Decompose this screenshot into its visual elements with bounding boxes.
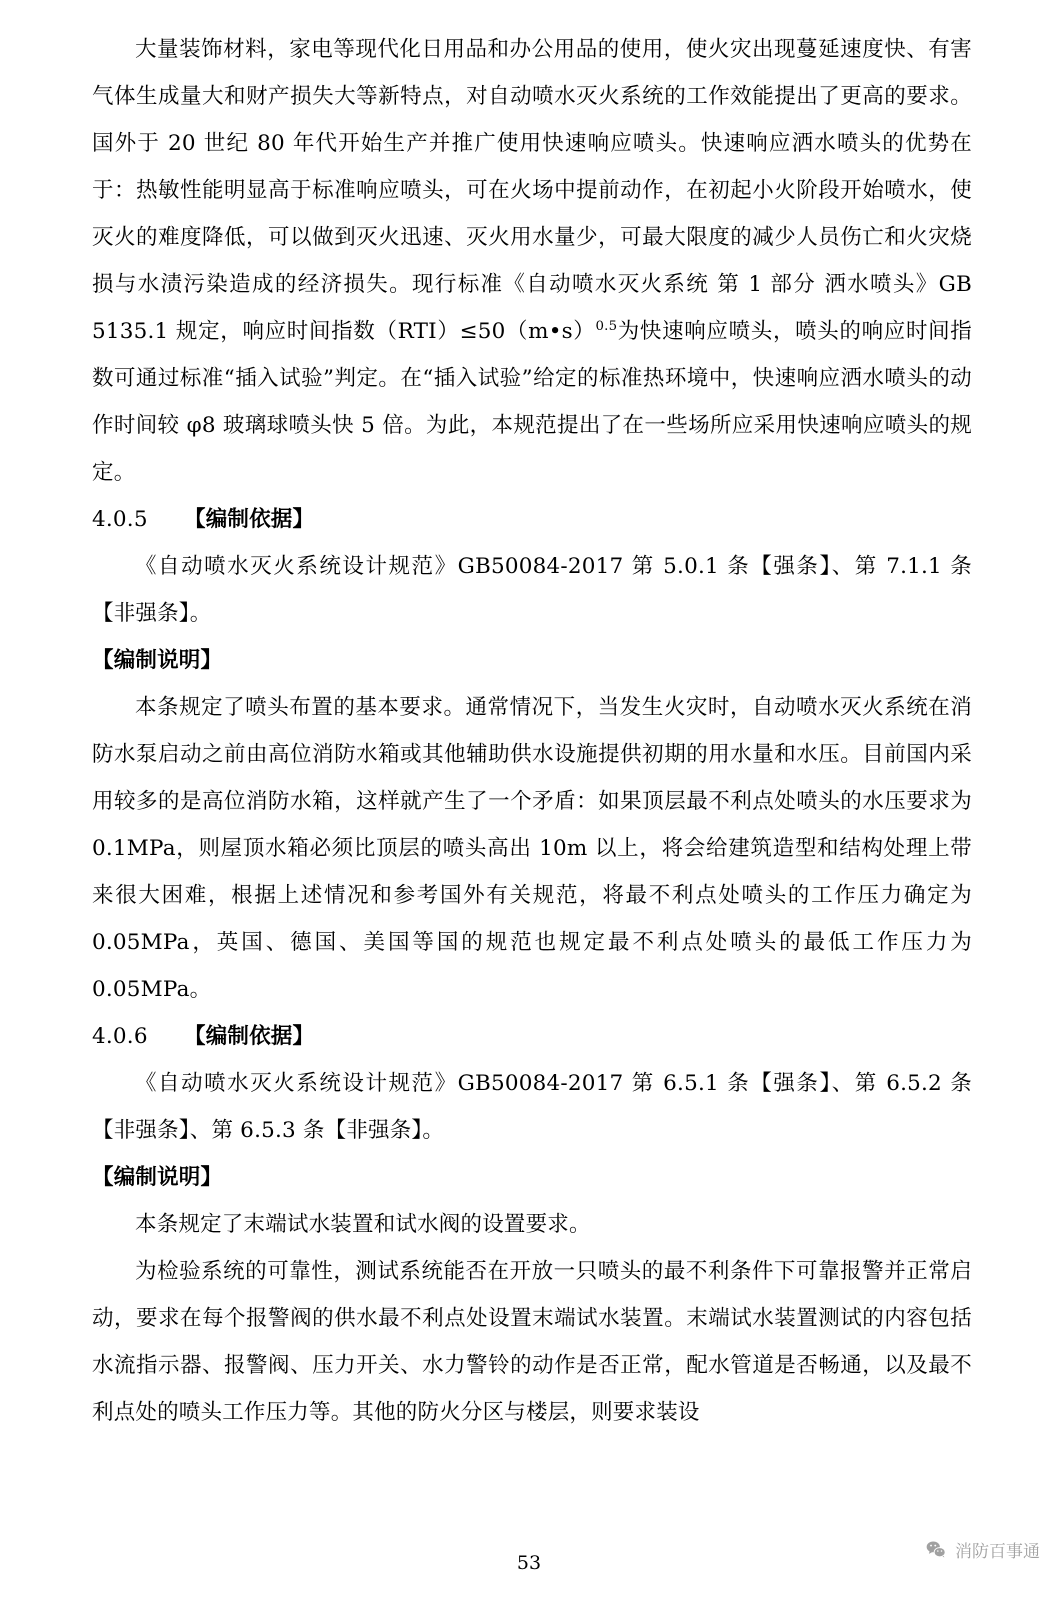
- section-basis-405: 《自动喷水灭火系统设计规范》GB50084-2017 第 5.0.1 条【强条】、第 7.1.1 条【非强条】。: [92, 554, 972, 626]
- rti-exponent: 0.5: [595, 318, 618, 334]
- section-title-405: 【编制依据】: [184, 507, 315, 532]
- section-basis-406: 《自动喷水灭火系统设计规范》GB50084-2017 第 6.5.1 条【强条】、第 6.5.2 条【非强条】、第 6.5.3 条【非强条】。: [92, 1071, 972, 1143]
- section-explanation-label-406: 【编制说明】: [92, 1165, 223, 1190]
- section-heading-406: [92, 1013, 972, 1060]
- paragraph-intro-text: 大量装饰材料，家电等现代化日用品和办公用品的使用，使火灾出现蔓延速度快、有害气体生成量大和财产损失大等新特点，对自动喷水灭火系统的工作效能提出了更高的要求。国外于 20 世纪 80 年代开始生产并推广使用快速响应喷头。快速响应洒水喷头的优势在于：热敏性能明显高于标准响应喷头，可在火场中提前动作，在初起小火阶段开始喷水，使灭火的难度降低，可以做到灭火迅速、灭火用水量少，可最大限度的减少人员伤亡和火灾烧损与水渍污染造成的经济损失。现行标准《自动喷水灭火系统 第 1 部分 洒水喷头》GB 5135.1 规定，响应时间指数（RTI）≤50（m•s）: [92, 37, 972, 344]
- page-number: 53: [516, 1552, 542, 1574]
- section-number-405: 4.0.5: [92, 507, 148, 532]
- watermark: [925, 1537, 1040, 1562]
- section-title-406: 【编制依据】: [184, 1024, 315, 1049]
- watermark-text: 消防百事通: [955, 1542, 1040, 1562]
- section-explanation-405: 本条规定了喷头布置的基本要求。通常情况下，当发生火灾时，自动喷水灭火系统在消防水泵启动之前由高位消防水箱或其他辅助供水设施提供初期的用水量和水压。目前国内采用较多的是高位消防水箱，这样就产生了一个矛盾：如果顶层最不利点处喷头的水压要求为 0.1MPa，则屋顶水箱必须比顶层的喷头高出 10m 以上，将会给建筑造型和结构处理上带来很大困难，根据上述情况和参考国外有关规范，将最不利点处喷头的工作压力确定为 0.05MPa，英国、德国、美国等国的规范也规定最不利点处喷头的最低工作压力为 0.05MPa。: [92, 695, 972, 1002]
- section-heading-405: [92, 496, 972, 543]
- section-explanation-406-first: 本条规定了末端试水装置和试水阀的设置要求。: [135, 1212, 591, 1237]
- section-explanation-406-second: 为检验系统的可靠性，测试系统能否在开放一只喷头的最不利条件下可靠报警并正常启动，要求在每个报警阀的供水最不利点处设置末端试水装置。末端试水装置测试的内容包括水流指示器、报警阀、压力开关、水力警铃的动作是否正常，配水管道是否畅通，以及最不利点处的喷头工作压力等。其他的防火分区与楼层，则要求装设: [92, 1259, 972, 1425]
- section-explanation-label-405: 【编制说明】: [92, 648, 223, 673]
- paragraph-intro: [92, 26, 972, 496]
- paragraph-intro-tail: 为快速响应喷头，喷头的响应时间指数可通过标准“插入试验”判定。在“插入试验”给定的标准热环境中，快速响应洒水喷头的动作时间较 φ8 玻璃球喷头快 5 倍。为此，本规范提出了在一些场所应采用快速响应喷头的规定。: [92, 319, 973, 485]
- wechat-icon: [925, 1539, 947, 1561]
- section-number-406: 4.0.6: [92, 1024, 148, 1049]
